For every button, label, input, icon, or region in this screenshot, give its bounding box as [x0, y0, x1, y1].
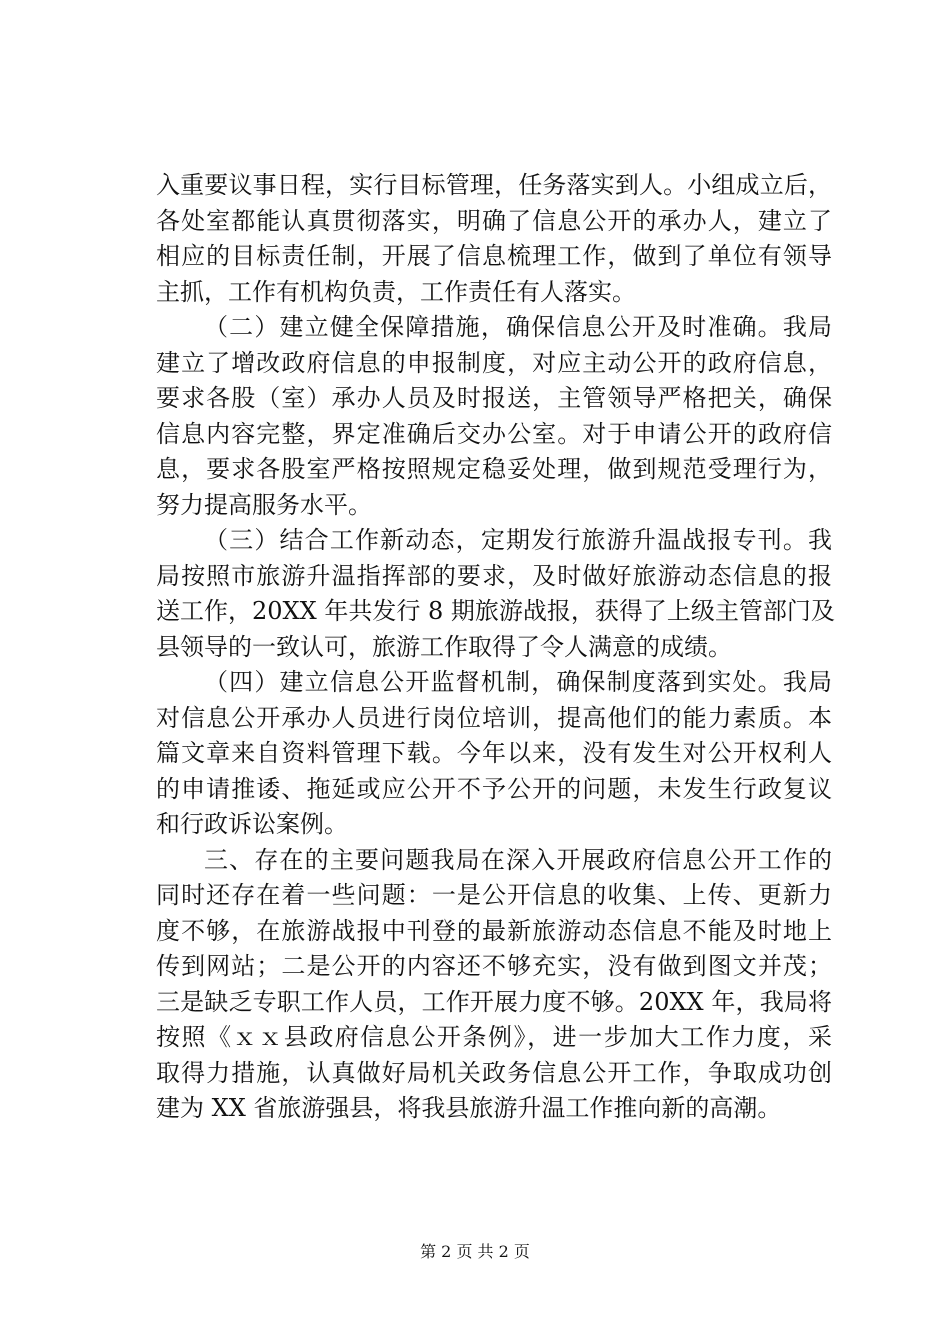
text-line: 各处室都能认真贯彻落实，明确了信息公开的承办人，建立了 — [156, 206, 832, 235]
text-line: 送工作，20XX 年共发行 8 期旅游战报，获得了上级主管部门及 — [156, 597, 835, 625]
text-line: （三）结合工作新动态，定期发行旅游升温战报专刊。我 — [204, 526, 832, 554]
text-line: 信息内容完整，界定准确后交办公室。对于申请公开的政府信 — [156, 419, 832, 448]
text-line: 同时还存在着一些问题：一是公开信息的收集、上传、更新力 — [156, 881, 832, 909]
text-line: （四）建立信息公开监督机制，确保制度落到实处。我局 — [204, 668, 832, 696]
text-line: 息，要求各股室严格按照规定稳妥处理，做到规范受理行为， — [156, 455, 832, 483]
text-line: 局按照市旅游升温指挥部的要求，及时做好旅游动态信息的报 — [156, 561, 832, 590]
text-line: 建为 XX 省旅游强县，将我县旅游升温工作推向新的高潮。 — [156, 1094, 782, 1122]
text-line: 的申请推诿、拖延或应公开不予公开的问题，未发生行政复议 — [156, 774, 832, 803]
text-line: 努力提高服务水平。 — [156, 490, 372, 519]
body-text — [156, 168, 835, 1127]
text-line: 按照《ｘｘ县政府信息公开条例》，进一步加大工作力度，采 — [156, 1023, 832, 1051]
text-line: 度不够，在旅游战报中刊登的最新旅游动态信息不能及时地上 — [156, 916, 832, 945]
text-line: （二）建立健全保障措施，确保信息公开及时准确。我局 — [204, 313, 832, 341]
text-line: 三、存在的主要问题我局在深入开展政府信息公开工作的 — [204, 845, 832, 874]
page-footer: 第 2 页 共 2 页 — [420, 1242, 530, 1261]
text-line: 相应的目标责任制，开展了信息梳理工作，做到了单位有领导 — [156, 242, 832, 270]
text-line: 传到网站；二是公开的内容还不够充实，没有做到图文并茂； — [156, 952, 832, 980]
text-line: 对信息公开承办人员进行岗位培训，提高他们的能力素质。本 — [156, 703, 832, 732]
text-line: 取得力措施，认真做好局机关政务信息公开工作，争取成功创 — [156, 1058, 832, 1087]
text-line: 主抓，工作有机构负责，工作责任有人落实。 — [156, 277, 636, 306]
text-line: 要求各股（室）承办人员及时报送，主管领导严格把关，确保 — [156, 384, 832, 412]
text-line: 三是缺乏专职工作人员，工作开展力度不够。20XX 年，我局将 — [156, 987, 832, 1016]
text-line: 和行政诉讼案例。 — [156, 810, 348, 838]
text-line: 县领导的一致认可，旅游工作取得了令人满意的成绩。 — [156, 632, 732, 661]
text-line: 建立了增改政府信息的申报制度，对应主动公开的政府信息， — [156, 348, 832, 377]
text-line: 入重要议事日程，实行目标管理，任务落实到人。小组成立后， — [156, 171, 832, 199]
text-line: 篇文章来自资料管理下载。今年以来，没有发生对公开权利人 — [156, 739, 832, 767]
